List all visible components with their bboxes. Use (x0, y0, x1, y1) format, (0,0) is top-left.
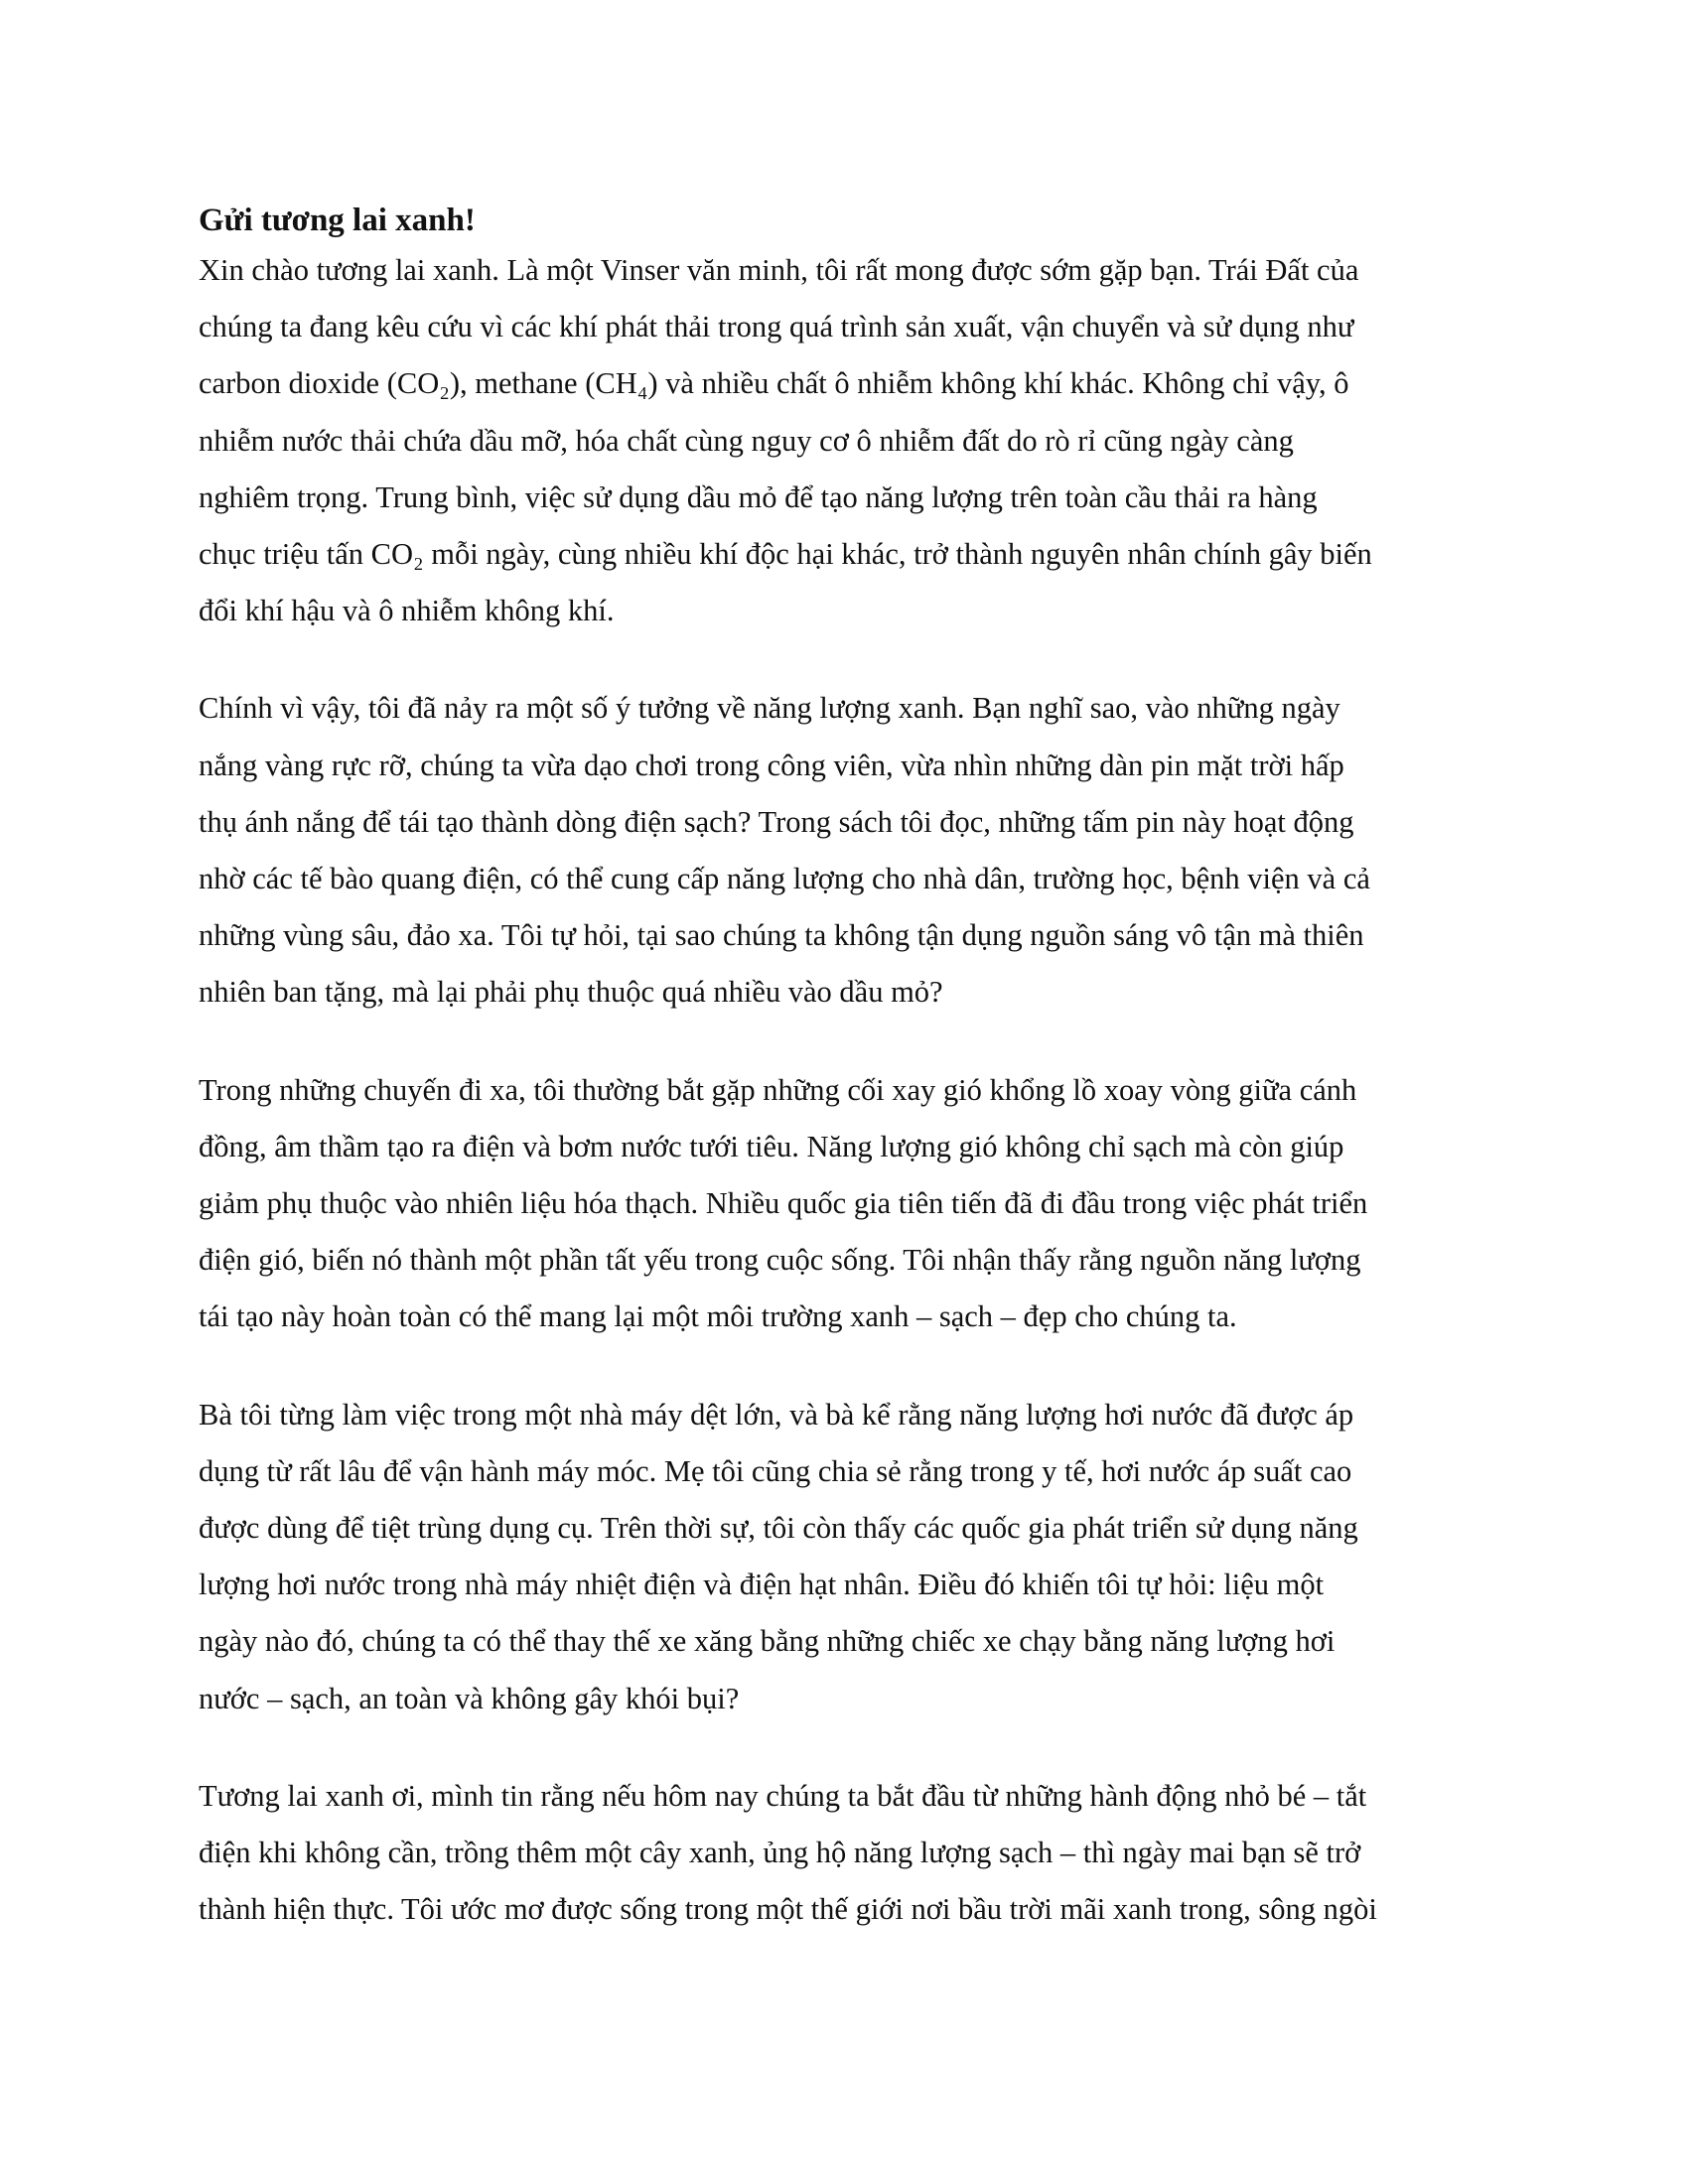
letter-body (199, 199, 1489, 1938)
text-line: dụng từ rất lâu để vận hành máy móc. Mẹ tôi cũng chia sẻ rằng trong y tế, hơi nước áp suất cao (199, 1453, 1352, 1488)
text-line: những vùng sâu, đảo xa. Tôi tự hỏi, tại sao chúng ta không tận dụng nguồn sáng vô tận mà thiên (199, 918, 1364, 953)
text-line: giảm phụ thuộc vào nhiên liệu hóa thạch. Nhiều quốc gia tiên tiến đã đi đầu trong việc phát triển (199, 1186, 1368, 1221)
text-line: nhiễm nước thải chứa dầu mỡ, hóa chất cùng nguy cơ ô nhiễm đất do rò rỉ cũng ngày càng (199, 423, 1294, 458)
paragraphs (199, 242, 1489, 1938)
text-line: Trong những chuyến đi xa, tôi thường bắt gặp những cối xay gió khổng lồ xoay vòng giữa cánh (199, 1072, 1357, 1107)
paragraph (199, 1062, 1489, 1346)
paragraph (199, 242, 1489, 639)
text-line: Bà tôi từng làm việc trong một nhà máy dệt lớn, và bà kể rằng năng lượng hơi nước đã được áp (199, 1397, 1354, 1432)
page-title: Gửi tương lai xanh! (199, 203, 476, 238)
text-line: ngày nào đó, chúng ta có thể thay thế xe xăng bằng những chiếc xe chạy bằng năng lượng hơi (199, 1624, 1336, 1659)
text-line: chúng ta đang kêu cứu vì các khí phát thải trong quá trình sản xuất, vận chuyển và sử dụng như (199, 310, 1354, 344)
paragraph (199, 1387, 1489, 1727)
text-line: được dùng để tiệt trùng dụng cụ. Trên thời sự, tôi còn thấy các quốc gia phát triển sử dụng năng (199, 1511, 1358, 1546)
text-line: nhờ các tế bào quang điện, có thể cung cấp năng lượng cho nhà dân, trường học, bệnh viện và cả (199, 862, 1370, 896)
text-line: nước – sạch, an toàn và không gây khói bụi? (199, 1681, 740, 1715)
text-line: Chính vì vậy, tôi đã nảy ra một số ý tưởng về năng lượng xanh. Bạn nghĩ sao, vào những ngày (199, 691, 1340, 726)
paragraph (199, 680, 1489, 1021)
text-line: lượng hơi nước trong nhà máy nhiệt điện và điện hạt nhân. Điều đó khiến tôi tự hỏi: liệu một (199, 1568, 1325, 1602)
text-line: chục triệu tấn CO₂ mỗi ngày, cùng nhiều khí độc hại khác, trở thành nguyên nhân chính gây biến (199, 537, 1372, 572)
text-line: điện gió, biến nó thành một phần tất yếu trong cuộc sống. Tôi nhận thấy rằng nguồn năng lượng (199, 1243, 1361, 1278)
text-line: carbon dioxide (CO₂), methane (CH₄) và nhiều chất ô nhiễm không khí khác. Không chỉ vậy, ô (199, 366, 1349, 401)
text-line: nhiên ban tặng, mà lại phải phụ thuộc quá nhiều vào dầu mỏ? (199, 975, 943, 1010)
text-line: Xin chào tương lai xanh. Là một Vinser văn minh, tôi rất mong được sớm gặp bạn. Trái Đất của (199, 253, 1359, 287)
text-line: tái tạo này hoàn toàn có thể mang lại một môi trường xanh – sạch – đẹp cho chúng ta. (199, 1299, 1237, 1334)
text-line: điện khi không cần, trồng thêm một cây xanh, ủng hộ năng lượng sạch – thì ngày mai bạn sẽ trở (199, 1836, 1361, 1870)
text-line: nghiêm trọng. Trung bình, việc sử dụng dầu mỏ để tạo năng lượng trên toàn cầu thải ra hàng (199, 479, 1318, 514)
text-line: nắng vàng rực rỡ, chúng ta vừa dạo chơi trong công viên, vừa nhìn những dàn pin mặt trời hấp (199, 748, 1344, 782)
paragraph (199, 1768, 1489, 1939)
text-line: đổi khí hậu và ô nhiễm không khí. (199, 594, 615, 628)
text-line: Tương lai xanh ơi, mình tin rằng nếu hôm nay chúng ta bắt đầu từ những hành động nhỏ bé – tắt (199, 1778, 1367, 1813)
text-line: đồng, âm thầm tạo ra điện và bơm nước tưới tiêu. Năng lượng gió không chỉ sạch mà còn giúp (199, 1129, 1344, 1163)
text-line: thành hiện thực. Tôi ước mơ được sống trong một thế giới nơi bầu trời mãi xanh trong, sông ngòi (199, 1892, 1377, 1927)
text-line: thụ ánh nắng để tái tạo thành dòng điện sạch? Trong sách tôi đọc, những tấm pin này hoạt động (199, 804, 1354, 839)
